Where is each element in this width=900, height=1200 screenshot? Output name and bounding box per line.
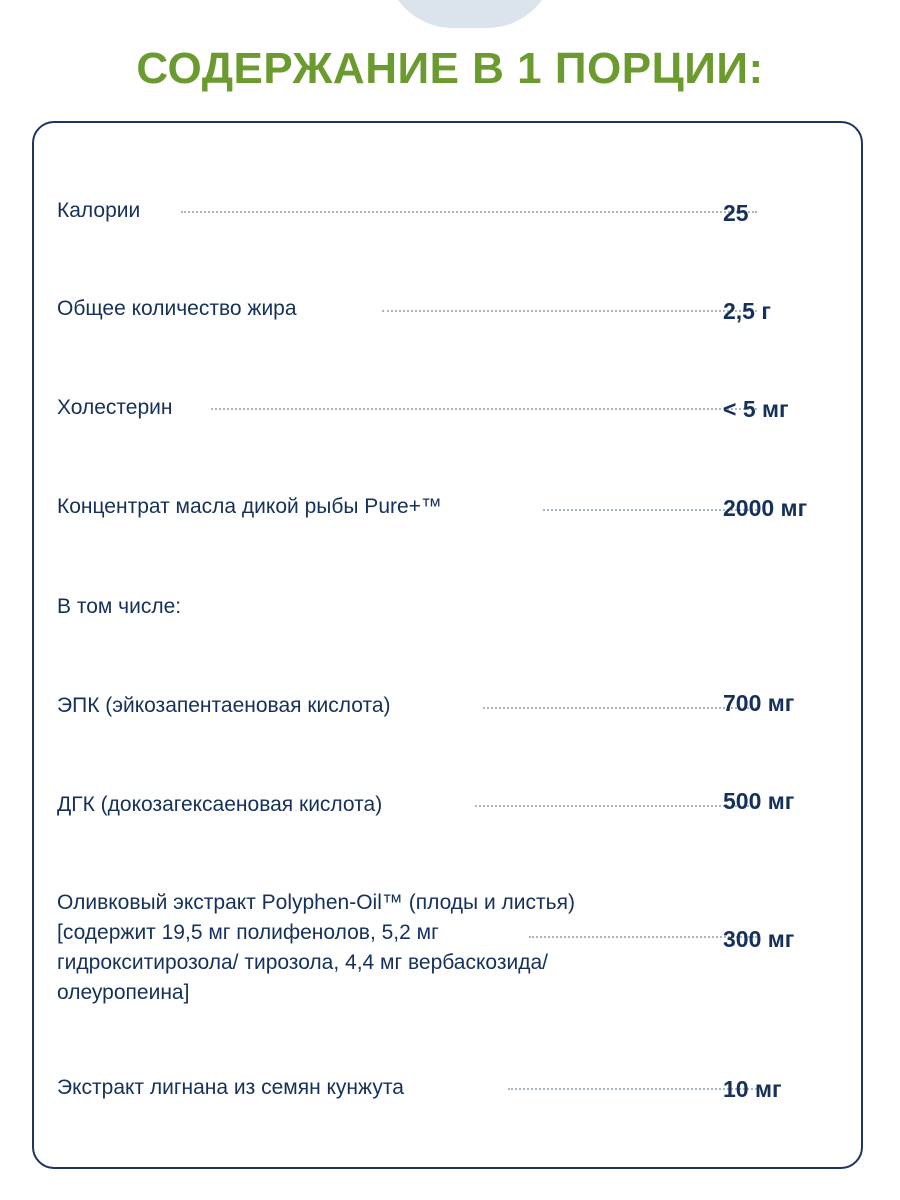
top-decorative-shape	[385, 0, 555, 28]
nutrient-label: Экстракт лигнана из семян кунжута	[57, 1076, 404, 1099]
nutrient-label: ЭПК (эйкозапентаеновая кислота)	[57, 694, 391, 717]
dotted-leader	[211, 408, 757, 410]
nutrient-value: 2000 мг	[723, 495, 808, 521]
nutrient-value: 700 мг	[723, 690, 795, 716]
dotted-leader	[508, 1088, 757, 1090]
nutrient-label-line: олеуропеина]	[57, 981, 190, 1004]
page-title: СОДЕРЖАНИЕ В 1 ПОРЦИИ:	[136, 44, 764, 93]
nutrient-label: Холестерин	[57, 396, 173, 419]
nutrition-card	[32, 121, 863, 1169]
subheading-label: В том числе:	[57, 595, 182, 618]
dotted-leader	[475, 805, 757, 807]
nutrient-value: < 5 мг	[723, 396, 789, 422]
dotted-leader	[181, 211, 757, 213]
nutrient-label-line: Оливковый экстракт Polyphen-Oil™ (плоды и листья)	[57, 891, 575, 914]
dotted-leader	[483, 707, 757, 709]
dotted-leader	[382, 310, 757, 312]
nutrient-label: ДГК (докозагексаеновая кислота)	[57, 793, 383, 816]
nutrient-value: 10 мг	[723, 1076, 782, 1102]
nutrient-label: Общее количество жира	[57, 297, 297, 320]
nutrient-label-line: [содержит 19,5 мг полифенолов, 5,2 мг	[57, 921, 439, 944]
nutrient-value: 2,5 г	[723, 298, 771, 324]
nutrient-value: 25	[723, 200, 749, 226]
nutrient-value: 500 мг	[723, 788, 795, 814]
nutrient-label: Концентрат масла дикой рыбы Pure+™	[57, 495, 442, 518]
nutrient-value: 300 мг	[723, 926, 795, 952]
nutrient-label: Калории	[57, 199, 141, 222]
nutrient-label-line: гидрокситирозола/ тирозола, 4,4 мг вербаскозида/	[57, 951, 548, 974]
